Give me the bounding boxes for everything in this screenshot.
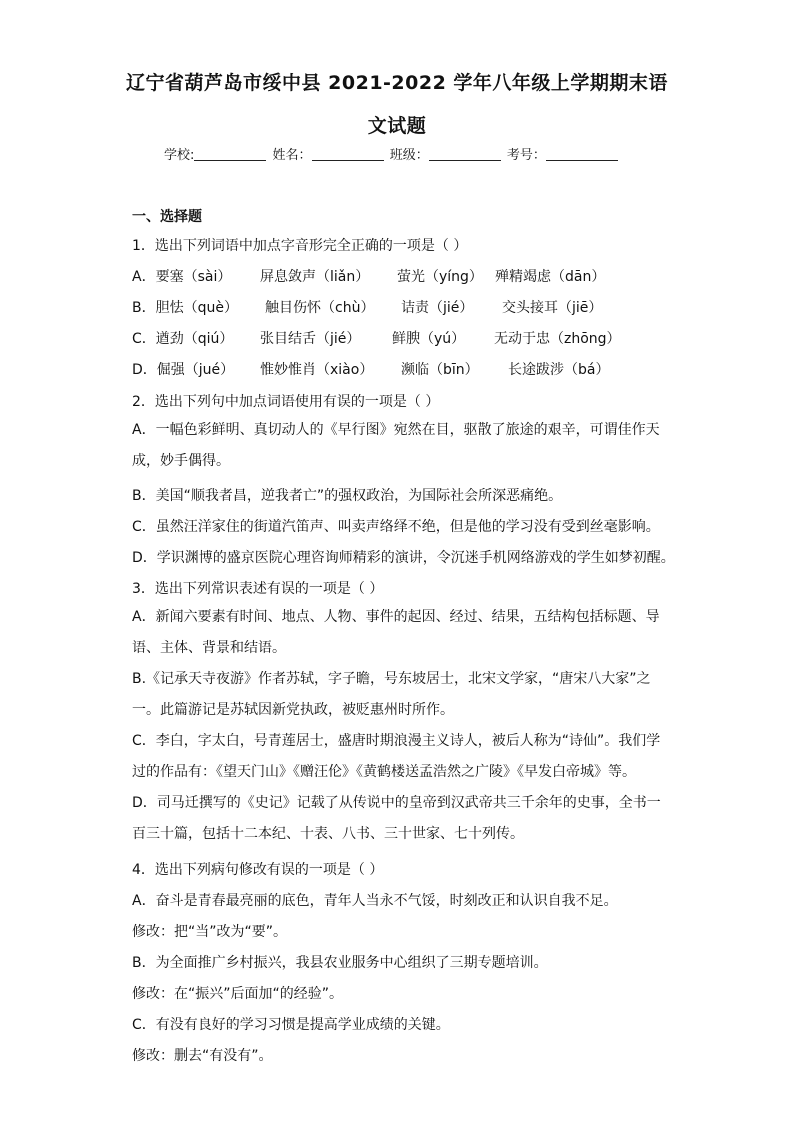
q1-a-3: 萤光（yíng） [397, 269, 483, 285]
q4-option-b-fix: 修改：在“振兴”后面加“的经验”。 [132, 986, 344, 1002]
q1-stem: 1．选出下列词语中加点字音形完全正确的一项是（ ） [132, 238, 468, 254]
school-label: 学校: [164, 148, 195, 163]
q4-option-c-fix: 修改：删去“有没有”。 [132, 1048, 273, 1064]
q2-option-a: A．一幅色彩鲜明、真切动人的《早行图》宛然在目，驱散了旅途的艰辛，可谓佳作天成，妙手偶得。 [132, 422, 660, 469]
q1-b-1: B．胆怯（què） [132, 300, 238, 316]
q3-option-a: A．新闻六要素有时间、地点、人物、事件的起因、经过、结果，五结构包括标题、导语、主体、背景和结语。 [132, 609, 660, 656]
q1-d-2: 惟妙惟肖（xiào） [260, 362, 374, 378]
q2-stem: 2．选出下列句中加点词语使用有误的一项是（ ） [132, 394, 440, 410]
name-blank [312, 147, 384, 161]
q4-stem: 4．选出下列病句修改有误的一项是（ ） [132, 862, 384, 878]
q1-b-3: 诘责（jié） [401, 300, 474, 316]
q3-option-b: B.《记承天寺夜游》作者苏轼，字子瞻，号东坡居士，北宋文学家，“唐宋八大家”之一。此篇游记是苏轼因新党执政，被贬惠州时所作。 [132, 671, 651, 718]
q2-option-c: C．虽然汪洋家住的街道汽笛声、叫卖声络绎不绝，但是他的学习没有受到丝毫影响。 [132, 519, 660, 535]
q1-b-4: 交头接耳（jiē） [502, 300, 603, 316]
exam-number-blank [546, 147, 618, 161]
class-label: 班级： [389, 148, 429, 163]
student-info-row [164, 144, 620, 163]
q1-c-1: C．遒劲（qiú） [132, 331, 234, 347]
school-blank [194, 147, 266, 161]
q2-option-d: D．学识渊博的盛京医院心理咨询师精彩的演讲，令沉迷手机网络游戏的学生如梦初醒。 [132, 550, 675, 566]
q1-c-2: 张目结舌（jié） [260, 331, 361, 347]
exam-number-label: 考号： [506, 148, 546, 163]
q1-d-3: 濒临（bīn） [401, 362, 479, 378]
q3-option-d: D．司马迁撰写的《史记》记载了从传说中的皇帝到汉武帝共三千余年的史事，全书一百三十篇，包括十二本纪、十表、八书、三十世家、七十列传。 [132, 795, 661, 842]
q1-a-4: 殚精竭虑（dān） [495, 269, 606, 285]
q1-a-2: 屏息敛声（liǎn） [260, 269, 370, 285]
q1-c-3: 鲜腴（yú） [392, 331, 466, 347]
class-blank [429, 147, 501, 161]
name-label: 姓名： [272, 148, 312, 163]
q4-option-a: A．奋斗是青春最亮丽的底色，青年人当永不气馁，时刻改正和认识自我不足。 [132, 893, 618, 909]
q4-option-a-fix: 修改：把“当”改为“要”。 [132, 924, 288, 940]
section-heading: 一、选择题 [132, 209, 202, 225]
q1-d-4: 长途跋涉（bá） [508, 362, 610, 378]
exam-title-line1: 辽宁省葫芦岛市绥中县 2021-2022 学年八年级上学期期末语 [126, 72, 668, 94]
q1-a-1: A．要塞（sài） [132, 269, 232, 285]
exam-title-line2: 文试题 [367, 115, 427, 137]
q4-option-c: C．有没有良好的学习习惯是提高学业成绩的关键。 [132, 1017, 450, 1033]
q1-d-1: D．倔强（jué） [132, 362, 235, 378]
q3-stem: 3．选出下列常识表述有误的一项是（ ） [132, 581, 384, 597]
q1-b-2: 触目伤怀（chù） [265, 300, 375, 316]
q3-option-c: C．李白，字太白，号青莲居士，盛唐时期浪漫主义诗人，被后人称为“诗仙”。我们学过的作品有：《望天门山》《赠汪伦》《黄鹤楼送孟浩然之广陵》《早发白帝城》等。 [132, 733, 661, 780]
q1-c-4: 无动于忠（zhōng） [494, 331, 621, 347]
q4-option-b: B．为全面推广乡村振兴，我县农业服务中心组织了三期专题培训。 [132, 955, 548, 971]
q2-option-b: B．美国“顺我者昌，逆我者亡”的强权政治，为国际社会所深恶痛绝。 [132, 488, 563, 504]
